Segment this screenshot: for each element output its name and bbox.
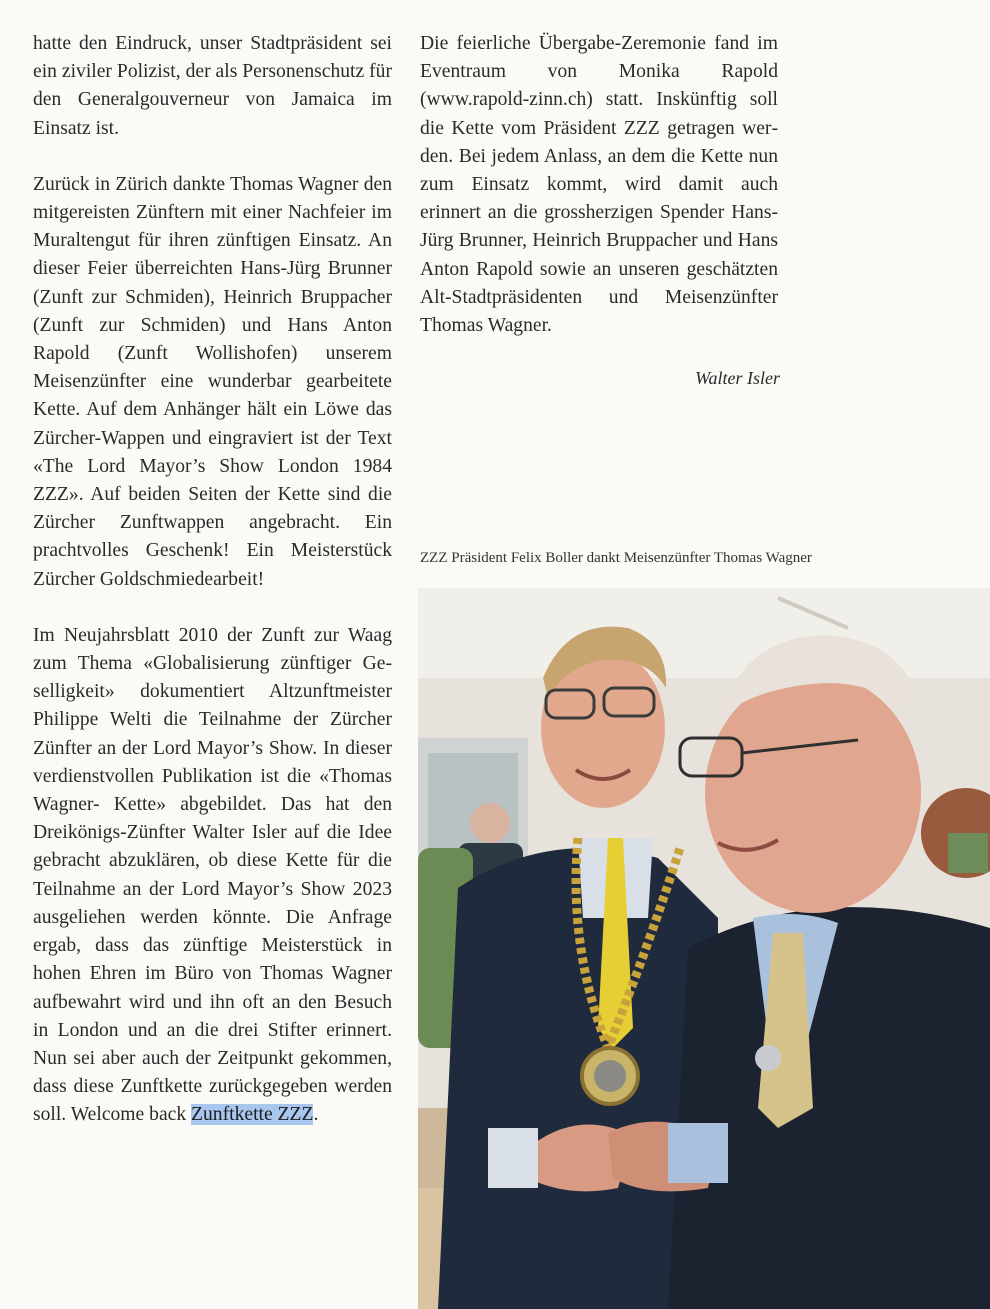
paragraph-1: hatte den Eindruck, unser Stadtpräsident sei ein ziviler Polizist, der als Personenschutz für den Generalgouverneur von Jamaica im Einsatz ist. xyxy=(33,33,392,139)
paragraph-4: Die feierliche Übergabe-Zeremonie fand im Eventraum von Monika Rapold (www.rapold-zinn.ch) statt. Inskünftig soll die Kette vom Präsident ZZZ getragen werden. Bei jedem Anlass, an dem die Kette nun zum Einsatz kommt, wird damit auch erinnert an die grossherzigen Spender Hans-Jürg Brunner, Heinrich Bruppacher und Hans Anton Rapold sowie an unseren geschätzten Alt-Stadtpräsidenten und Meisenzünfter Thomas Wagner. xyxy=(420,33,778,337)
author-signature: Walter Isler xyxy=(695,368,780,388)
photo-illustration xyxy=(418,588,990,1309)
event-photo xyxy=(418,588,990,1309)
left-column xyxy=(33,30,392,1130)
paragraph-3 xyxy=(33,622,392,1130)
paragraph-3-text: Im Neujahrsblatt 2010 der Zunft zur Waag zum Thema «Globalisierung zünftiger Geselligkeit» dokumentiert Altzunftmeister Philippe Welti die Teilnahme der Zürcher Zünfter an der Lord Mayor’s Show. In dieser verdienstvollen Publikation ist die «Thomas Wagner- Kette» abgebildet. Das hat den Dreikönigs-Zünfter Walter Isler auf die Idee gebracht abzuklären, ob diese Kette für die Teilnahme an der Lord Mayor’s Show 2023 ausgeliehen werden könnte. Die Anfrage ergab, dass das zünftige Meisterstück in hohen Ehren im Büro von Thomas Wagner aufbewahrt wird und ihn oft an den Besuch in London und an die drei Stifter erinnert. Nun sei aber auch der Zeitpunkt gekommen, dass diese Zunftkette zurückgegeben werden soll. Welcome back xyxy=(33,624,392,1126)
right-column xyxy=(420,30,778,340)
paragraph-2: Zurück in Zürich dankte Thomas Wagner den mitgereisten Zünftern mit einer Nachfeier im Muraltengut für ihren zünftigen Einsatz. An dieser Feier überreichten Hans-Jürg Brunner (Zunft zur Schmiden), Heinrich Bruppacher (Zunft zur Schmiden) und Hans Anton Rapold (Zunft Wollishofen) unserem Meisenzünfter eine wunderbar gearbeitete Kette. Auf dem Anhänger hält ein Löwe das Zürcher-Wappen und eingraviert ist der Text «The Lord Mayor’s Show London 1984 ZZZ». Auf beiden Seiten der Kette sind die Zürcher Zunftwappen angebracht. Ein prachtvolles Geschenk! Ein Meisterstück Zürcher Goldschmiedearbeit! xyxy=(33,173,392,590)
paragraph-3-end: . xyxy=(313,1104,319,1126)
photo-caption: ZZZ Präsident Felix Boller dankt Meisenzünfter Thomas Wagner xyxy=(420,550,812,566)
selected-text-highlight[interactable]: Zunftkette ZZZ xyxy=(191,1104,314,1126)
